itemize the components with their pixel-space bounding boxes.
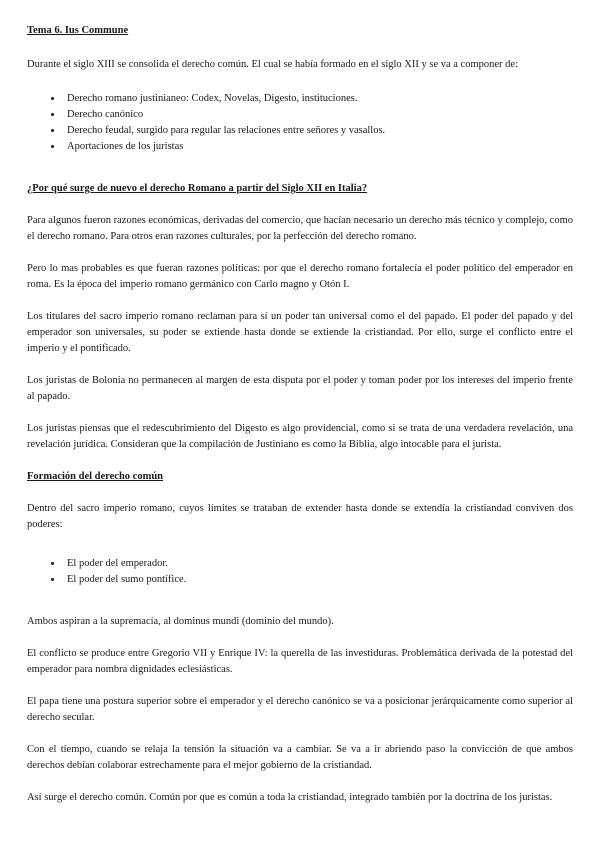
list-item: • El poder del emperador. (63, 556, 573, 572)
list-item: • Aportaciones de los juristas (63, 139, 573, 155)
paragraph: Pero lo mas probables es que fueran razones políticas: por que el derecho romano fortalecía el poder político del emperador en roma. Es la época del imperio romano germánico con Carlo magno y Otón I. (27, 263, 573, 290)
document-page (27, 24, 573, 806)
paragraph: Los juristas piensas que el redescubrimiento del Digesto es algo providencial, como si se trata de una verdadera revelación, una revelación jurídica. Consideran que la compilación de Justiniano es como la Biblia, algo intocable para el jurista. (27, 423, 573, 450)
paragraph: Así surge el derecho común. Común por que es común a toda la cristiandad, integrado también por la doctrina de los juristas. (27, 792, 553, 803)
paragraph: El papa tiene una postura superior sobre el emperador y el derecho canónico se va a posicionar jerárquicamente como superior al derecho secular. (27, 696, 573, 723)
paragraph: Los titulares del sacro imperio romano reclaman para sí un poder tan universal como el del papado. El poder del papado y del emperador son universales, su poder se extiende hasta donde se extiende la cristiandad. Por ello, surge el conflicto entre el imperio y el pontificado. (27, 311, 573, 354)
list-item: • Derecho feudal, surgido para regular las relaciones entre señores y vasallos. (63, 123, 573, 139)
list-item: • Derecho romano justinianeo: Codex, Novelas, Digesto, instituciones. (63, 91, 573, 107)
section-heading-why-roman-law: ¿Por qué surge de nuevo el derecho Romano a partir del Siglo XII en Italia? (27, 183, 368, 194)
paragraph: El conflicto se produce entre Gregorio VII y Enrique IV: la querella de las investiduras. Problemática derivada de la potestad del emperador para nombra dignidades eclesiásticas. (27, 648, 573, 675)
paragraph: Los juristas de Bolonia no permanecen al margen de esta disputa por el poder y toman poder por los intereses del imperio frente al papado. (27, 375, 573, 402)
document-title: Tema 6. Ius Commune (27, 25, 129, 36)
paragraph: Con el tiempo, cuando se relaja la tensión la situación va a cambiar. Se va a ir abriendo paso la convicción de que ambos derechos debían colaborar estrechamente para el mejor gobierno de la cristiandad. (27, 744, 573, 771)
list-item: • El poder del sumo pontífice. (63, 572, 573, 588)
section-heading-formation: Formación del derecho común (27, 471, 163, 482)
list-item: • Derecho canónico (63, 107, 573, 123)
paragraph: Ambos aspiran a la supremacía, al dominus mundi (dominio del mundo). (27, 616, 334, 627)
paragraph: Para algunos fueron razones económicas, derivadas del comercio, que hacían necesario un derecho más técnico y complejo, como el derecho romano. Para otros eran razones culturales, por la perfección del derecho romano. (27, 215, 573, 242)
intro-paragraph: Durante el siglo XIII se consolida el derecho común. El cual se había formado en el siglo XII y se va a componer de: (27, 59, 518, 70)
powers-list (27, 556, 573, 588)
paragraph: Dentro del sacro imperio romano, cuyos límites se trataban de extender hasta donde se extendía la cristiandad conviven dos poderes: (27, 503, 573, 530)
components-list (27, 91, 573, 155)
